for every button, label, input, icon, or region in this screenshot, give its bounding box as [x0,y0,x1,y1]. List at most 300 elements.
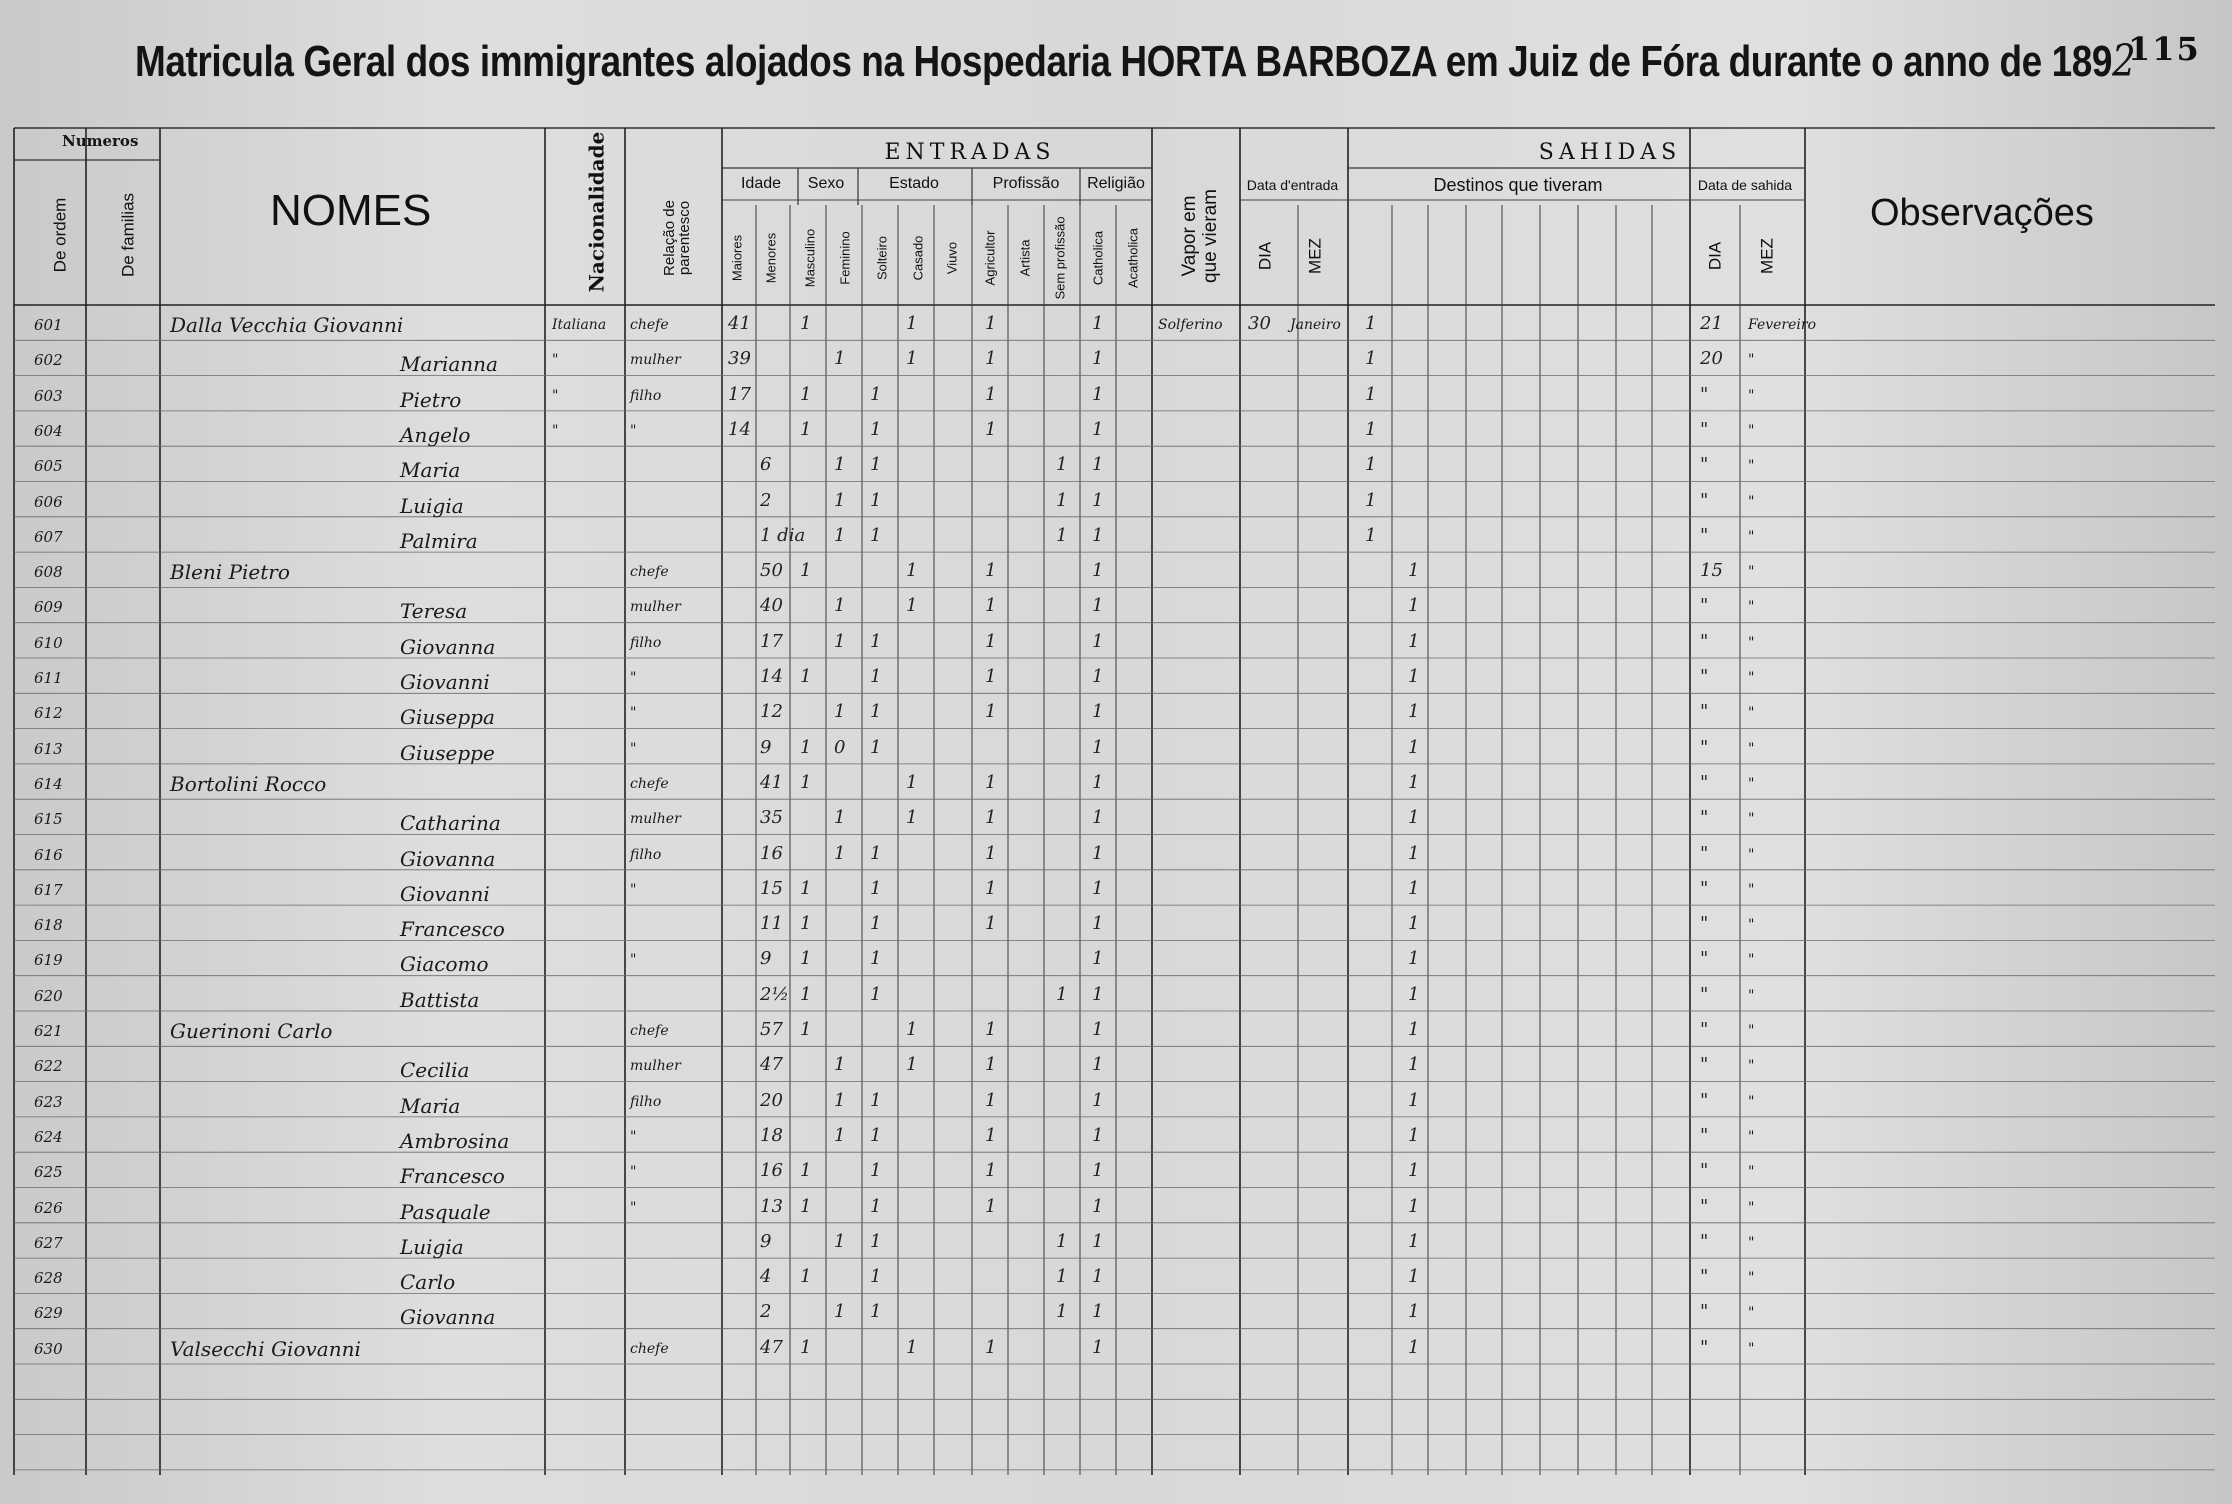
cell-masc: 1 [800,383,812,405]
cell-fem: 1 [834,348,846,370]
given-name: Giovanni [400,670,490,694]
cell-s-mez: " [1748,952,1755,969]
cell-rel: mulher [630,352,681,369]
cell-cath: 1 [1092,736,1104,758]
cell-d2: 1 [1408,1266,1420,1288]
header-entradas: ENTRADAS [884,140,1056,165]
cell-cath: 1 [1092,666,1104,687]
cell-s-dia: " [1700,630,1709,652]
cell-d2: 1 [1408,913,1420,935]
row-number: 617 [34,880,63,899]
cell-agr: 1 [985,418,997,440]
cell-maior: 41 [728,313,751,334]
row-number: 619 [34,951,63,970]
cell-masc: 1 [800,736,812,758]
cell-fem: 1 [834,1301,846,1323]
cell-agr: 1 [985,1336,997,1358]
row-number: 606 [34,492,63,511]
cell-s-mez: " [1748,634,1755,651]
cell-menor: 14 [760,666,783,687]
cell-menor: 20 [760,1089,783,1111]
cell-cath: 1 [1092,595,1104,617]
cell-rel: " [630,1164,637,1181]
cell-agr: 1 [985,1160,997,1182]
cell-semp: 1 [1056,1266,1068,1288]
cell-masc: 1 [800,1336,812,1358]
cell-semp: 1 [1056,1301,1068,1323]
cell-fem: 1 [834,842,846,864]
cell-nat: " [552,387,559,404]
header-casado: Casado [910,235,926,281]
cell-rel: chefe [630,1023,669,1039]
row-number: 604 [34,421,63,440]
cell-s-dia: " [1700,1301,1709,1323]
cell-masc: 1 [800,983,812,1005]
cell-cath: 1 [1092,1301,1104,1323]
cell-cas: 1 [906,313,918,334]
cell-fem: 1 [834,1054,846,1076]
cell-menor: 2 [760,1301,772,1323]
cell-menor: 2½ [760,983,789,1005]
cell-agr: 1 [985,877,997,899]
cell-agr: 1 [985,913,997,935]
row-number: 601 [34,316,63,334]
cell-s-dia: " [1700,666,1709,687]
row-number: 609 [34,598,63,617]
cell-vapor: Solferino [1158,317,1223,333]
cell-cath: 1 [1092,348,1104,370]
cell-cath: 1 [1092,560,1104,582]
cell-s-dia: " [1700,454,1709,476]
cell-d2: 1 [1408,595,1420,617]
given-name: Giovanni [400,881,490,906]
cell-solt: 1 [870,948,882,970]
header-feminino: Feminino [837,231,853,285]
cell-d2: 1 [1408,983,1420,1005]
cell-s-mez: " [1748,1023,1755,1039]
head-of-family-name: Dalla Vecchia Giovanni [170,313,404,337]
header-acatholica: Acatholica [1125,228,1141,288]
cell-agr: 1 [985,630,997,652]
head-of-family-name: Bleni Pietro [170,560,290,585]
cell-cath: 1 [1092,842,1104,864]
cell-rel: chefe [630,775,669,792]
row-number: 629 [34,1304,63,1323]
given-name: Palmira [400,528,478,553]
cell-menor: 9 [760,736,772,758]
cell-rel: filho [630,846,662,863]
cell-cath: 1 [1092,418,1104,440]
header-religiao: Religião [1087,175,1145,192]
cell-d2: 1 [1408,560,1420,582]
given-name: Giacomo [400,952,489,977]
given-name: Giovanna [400,1305,496,1330]
cell-s-mez: " [1748,422,1755,439]
cell-cas: 1 [906,1019,918,1040]
header-maiores: Maiores [729,234,745,282]
row-number: 616 [34,845,63,864]
header-sem-profissao: Sem profissão [1052,216,1068,300]
cell-menor: 9 [760,948,772,970]
header-de-ordem: De ordem [50,197,70,273]
cell-agr: 1 [985,771,997,793]
cell-solt: 1 [870,983,882,1005]
cell-s-mez: " [1748,1164,1755,1181]
cell-agr: 1 [985,842,997,864]
given-name: Francesco [400,1164,505,1189]
cell-d2: 1 [1408,807,1420,829]
cell-fem: 0 [834,736,846,758]
cell-semp: 1 [1056,489,1068,511]
page-number: 115 [2128,30,2201,68]
cell-cath: 1 [1092,1160,1104,1182]
cell-masc: 1 [800,948,812,970]
cell-s-dia: " [1700,1054,1709,1076]
given-name: Luigia [400,1234,464,1259]
given-name: Marianna [400,352,498,377]
cell-menor: 17 [760,630,783,652]
header-menores: Menores [763,232,779,284]
given-name: Giuseppe [400,740,495,765]
cell-menor: 1 dia [760,524,806,546]
row-number: 622 [34,1057,63,1076]
cell-d2: 1 [1408,736,1420,758]
cell-d2: 1 [1408,666,1420,687]
cell-menor: 18 [760,1124,783,1146]
given-name: Battista [400,987,480,1012]
cell-agr: 1 [985,1124,997,1146]
header-sahidas: SAHIDAS [1538,140,1682,165]
cell-agr: 1 [985,666,997,687]
header-viuvo: Viuvo [944,241,960,275]
cell-masc: 1 [800,1266,812,1288]
cell-cath: 1 [1092,1124,1104,1146]
cell-menor: 9 [760,1230,772,1252]
cell-rel: " [630,952,637,969]
cell-solt: 1 [870,1160,882,1182]
row-number: 624 [34,1127,63,1146]
cell-solt: 1 [870,418,882,440]
cell-s-mez: " [1748,387,1755,404]
cell-cas: 1 [906,560,918,582]
cell-solt: 1 [870,877,882,899]
cell-d1: 1 [1365,454,1377,476]
cell-masc: 1 [800,418,812,440]
given-name: Giuseppa [400,705,495,730]
cell-rel: " [630,670,637,686]
cell-d2: 1 [1408,1089,1420,1111]
cell-s-mez: " [1748,564,1755,581]
cell-s-dia: 21 [1700,313,1723,334]
cell-menor: 2 [760,489,772,511]
cell-agr: 1 [985,1195,997,1217]
cell-menor: 11 [760,913,783,935]
cell-solt: 1 [870,701,882,723]
cell-rel: mulher [630,599,681,616]
cell-rel: mulher [630,811,681,828]
row-number: 614 [34,774,63,793]
cell-semp: 1 [1056,983,1068,1005]
cell-s-mez: Fevereiro [1748,317,1817,333]
cell-d2: 1 [1408,948,1420,970]
cell-cath: 1 [1092,524,1104,546]
header-estado: Estado [889,175,939,192]
header-entrada-mez: MEZ [1305,238,1325,274]
cell-rel: filho [630,1093,662,1110]
cell-cas: 1 [906,1054,918,1076]
cell-fem: 1 [834,701,846,723]
cell-menor: 15 [760,877,783,899]
cell-masc: 1 [800,313,812,334]
cell-cath: 1 [1092,630,1104,652]
cell-menor: 47 [760,1336,783,1358]
head-of-family-name: Valsecchi Giovanni [170,1336,361,1361]
cell-cath: 1 [1092,1089,1104,1111]
cell-maior: 39 [728,348,751,370]
row-number: 613 [34,739,63,758]
row-number: 621 [34,1022,63,1040]
cell-d1: 1 [1365,313,1377,334]
cell-masc: 1 [800,666,812,687]
cell-cath: 1 [1092,1054,1104,1076]
cell-s-dia: " [1700,877,1709,899]
cell-rel: filho [630,387,662,404]
header-sahida-dia: DIA [1705,241,1725,271]
cell-cath: 1 [1092,1019,1104,1040]
header-idade: Idade [740,175,782,192]
cell-d1: 1 [1365,348,1377,370]
cell-cas: 1 [906,595,918,617]
cell-menor: 50 [760,560,783,582]
cell-s-mez: " [1748,670,1755,686]
row-number: 615 [34,810,63,829]
cell-s-mez: " [1748,1340,1755,1357]
cell-masc: 1 [800,1160,812,1182]
cell-e-dia: 30 [1248,313,1271,334]
cell-cath: 1 [1092,983,1104,1005]
cell-rel: " [630,705,637,722]
cell-rel: chefe [630,564,669,581]
cell-menor: 41 [760,771,783,793]
header-vapor: Vapor em que vieram [1179,189,1221,283]
cell-s-dia: " [1700,1336,1709,1358]
cell-cath: 1 [1092,1336,1104,1358]
cell-rel: mulher [630,1058,681,1075]
cell-d1: 1 [1365,524,1377,546]
cell-s-dia: " [1700,736,1709,758]
page-title: Matricula Geral dos immigrantes alojados na Hospedaria HORTA BARBOZA em Juiz de Fóra durante o anno de 1892 [135,36,2136,87]
given-name: Ambrosina [400,1128,510,1153]
given-name: Francesco [400,917,505,942]
cell-menor: 12 [760,701,783,723]
cell-agr: 1 [985,348,997,370]
row-number: 608 [34,563,63,582]
cell-masc: 1 [800,1019,812,1040]
cell-d1: 1 [1365,418,1377,440]
cell-d2: 1 [1408,1195,1420,1217]
header-solteiro: Solteiro [874,235,890,281]
cell-cath: 1 [1092,771,1104,793]
cell-s-mez: " [1748,705,1755,722]
cell-fem: 1 [834,807,846,829]
cell-menor: 4 [760,1266,772,1288]
year-digit: 2 [2112,36,2136,87]
row-number: 602 [34,351,63,370]
cell-solt: 1 [870,489,882,511]
given-name: Carlo [400,1270,456,1295]
cell-s-dia: " [1700,1230,1709,1252]
cell-rel: " [630,1128,637,1145]
cell-d2: 1 [1408,1336,1420,1358]
cell-rel: " [630,881,637,898]
cell-d2: 1 [1408,701,1420,723]
cell-s-dia: 15 [1700,560,1723,582]
given-name: Pasquale [400,1199,491,1224]
cell-s-dia: " [1700,771,1709,793]
cell-d2: 1 [1408,1124,1420,1146]
cell-s-dia: " [1700,948,1709,970]
row-number: 625 [34,1163,63,1182]
cell-s-mez: " [1748,917,1755,934]
cell-semp: 1 [1056,1230,1068,1252]
cell-solt: 1 [870,666,882,687]
cell-s-mez: " [1748,528,1755,545]
cell-rel: " [630,422,637,439]
cell-s-dia: " [1700,807,1709,829]
cell-cath: 1 [1092,489,1104,511]
cell-masc: 1 [800,560,812,582]
cell-s-dia: " [1700,701,1709,723]
cell-cas: 1 [906,771,918,793]
given-name: Angelo [400,422,471,447]
cell-agr: 1 [985,807,997,829]
cell-e-mez: Janeiro [1290,317,1341,333]
cell-s-mez: " [1748,493,1755,510]
cell-fem: 1 [834,630,846,652]
header-artista: Artista [1017,239,1033,277]
given-name: Maria [400,1093,461,1118]
cell-menor: 6 [760,454,772,476]
cell-solt: 1 [870,736,882,758]
cell-semp: 1 [1056,454,1068,476]
cell-s-mez: " [1748,1058,1755,1075]
cell-s-dia: " [1700,489,1709,511]
header-catholica: Catholica [1090,230,1106,286]
header-entrada-dia: DIA [1255,241,1275,271]
cell-agr: 1 [985,1019,997,1040]
cell-s-dia: " [1700,1089,1709,1111]
cell-s-dia: " [1700,842,1709,864]
cell-cath: 1 [1092,1195,1104,1217]
given-name: Giovanna [400,634,496,659]
cell-menor: 40 [760,595,783,617]
cell-cath: 1 [1092,1266,1104,1288]
cell-s-mez: " [1748,881,1755,898]
cell-masc: 1 [800,913,812,935]
cell-d2: 1 [1408,771,1420,793]
given-name: Giovanna [400,846,496,871]
header-numeros: Numeros [62,132,139,150]
cell-solt: 1 [870,913,882,935]
cell-s-dia: " [1700,524,1709,546]
header-sexo: Sexo [807,175,845,192]
header-profissao: Profissão [992,175,1060,192]
cell-solt: 1 [870,1266,882,1288]
cell-s-dia: " [1700,1266,1709,1288]
row-number: 630 [34,1339,63,1358]
cell-fem: 1 [834,524,846,546]
cell-s-mez: " [1748,1128,1755,1145]
cell-fem: 1 [834,1124,846,1146]
cell-s-dia: " [1700,418,1709,440]
cell-maior: 17 [728,383,751,405]
cell-nat: " [552,352,559,369]
row-number: 618 [34,916,63,935]
cell-s-mez: " [1748,352,1755,369]
cell-d2: 1 [1408,877,1420,899]
cell-rel: chefe [630,1340,669,1357]
cell-d2: 1 [1408,1301,1420,1323]
row-number: 612 [34,704,63,723]
cell-solt: 1 [870,1089,882,1111]
cell-s-mez: " [1748,1305,1755,1322]
cell-s-mez: " [1748,846,1755,863]
cell-s-dia: " [1700,1195,1709,1217]
header-destinos: Destinos que tiveram [1433,175,1603,195]
cell-agr: 1 [985,701,997,723]
given-name: Pietro [400,387,462,412]
cell-solt: 1 [870,1230,882,1252]
row-number: 611 [34,669,63,687]
cell-s-dia: " [1700,913,1709,935]
row-number: 610 [34,633,63,652]
cell-d2: 1 [1408,1054,1420,1076]
cell-rel: " [630,740,637,757]
cell-agr: 1 [985,313,997,334]
row-number: 626 [34,1198,63,1217]
cell-d2: 1 [1408,1160,1420,1182]
cell-s-mez: " [1748,811,1755,828]
header-relacao: Relação de parentesco [661,200,693,276]
cell-cath: 1 [1092,913,1104,935]
cell-agr: 1 [985,595,997,617]
cell-solt: 1 [870,454,882,476]
given-name: Luigia [400,493,464,518]
cell-s-mez: " [1748,458,1755,475]
cell-rel: chefe [630,317,669,333]
cell-s-dia: " [1700,595,1709,617]
row-number: 628 [34,1269,63,1288]
given-name: Teresa [400,599,468,624]
cell-menor: 35 [760,807,783,829]
cell-nat: Italiana [552,317,607,333]
cell-d1: 1 [1365,489,1377,511]
head-of-family-name: Guerinoni Carlo [170,1019,333,1043]
cell-cas: 1 [906,807,918,829]
cell-s-mez: " [1748,599,1755,616]
header-masculino: Masculino [802,228,818,288]
cell-menor: 16 [760,1160,783,1182]
cell-s-mez: " [1748,1270,1755,1287]
cell-s-mez: " [1748,1093,1755,1110]
cell-cas: 1 [906,1336,918,1358]
cell-cas: 1 [906,348,918,370]
cell-s-dia: " [1700,1019,1709,1040]
cell-solt: 1 [870,383,882,405]
cell-s-mez: " [1748,775,1755,792]
cell-masc: 1 [800,1195,812,1217]
head-of-family-name: Bortolini Rocco [170,771,327,796]
